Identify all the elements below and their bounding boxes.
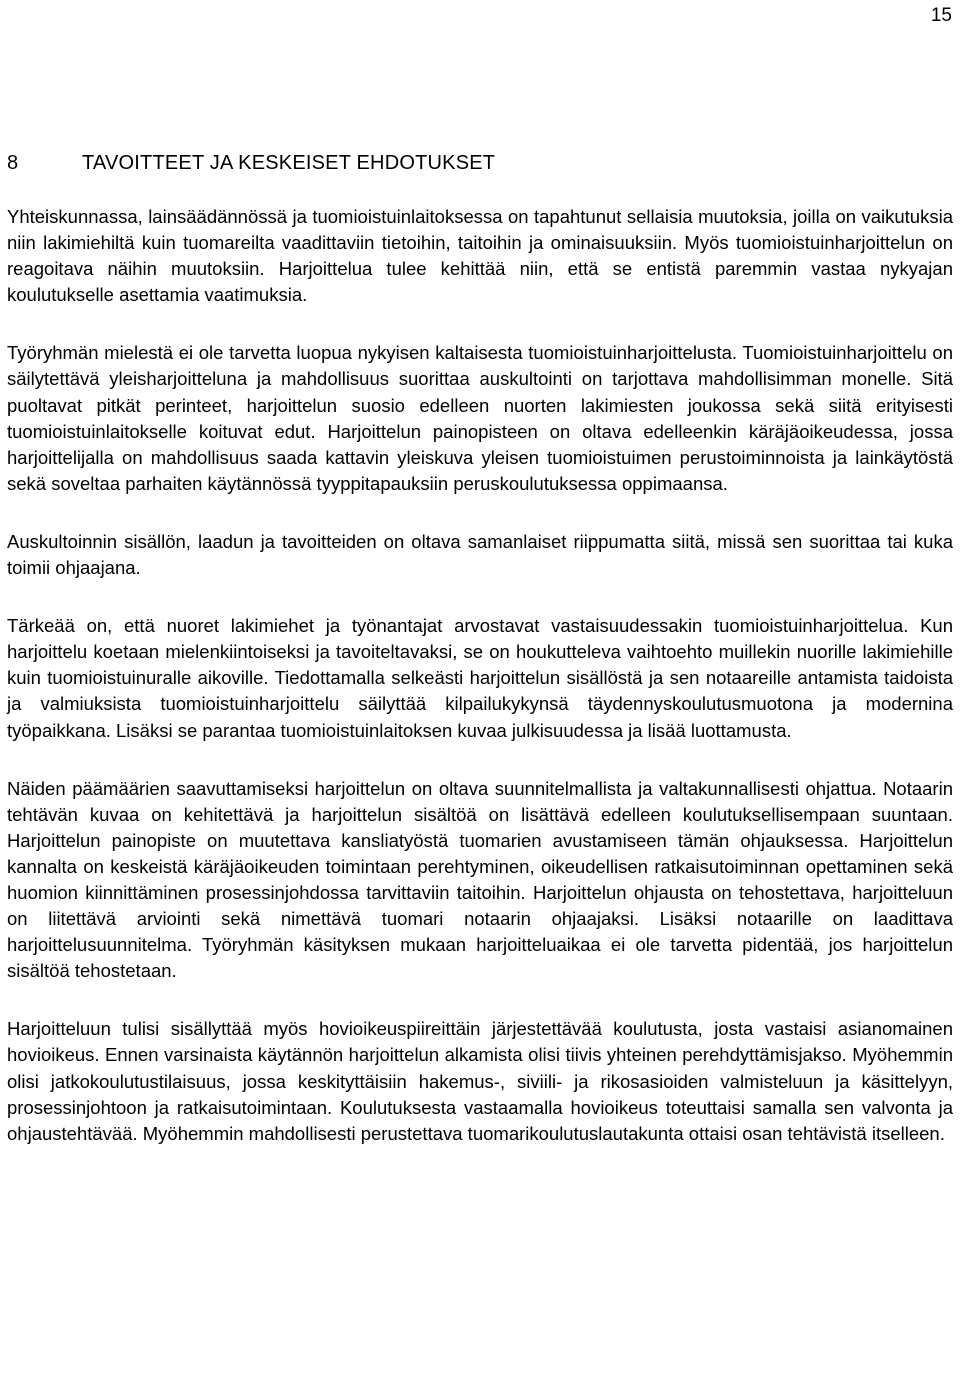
page-number: 15 [930, 5, 952, 26]
section-title: TAVOITTEET JA KESKEISET EHDOTUKSET [82, 152, 496, 174]
paragraph: Tärkeää on, että nuoret lakimiehet ja työnantajat arvostavat vastaisuudessakin tuomioistuinharjoittelua. Kun harjoittelu koetaan mielenkiintoiseksi ja tavoiteltavaksi, se on houkutteleva vaihtoehto muillekin nuorille lakimiehille kuin tuomioistuinuralle aikoville. Tiedottamalla selkeästi harjoittelun sisällöstä ja sen notaareille antamista taidoista ja valmiuksista tuomioistuinharjoittelu säilyttää kilpailukykynsä täydennyskoulutusmuotona ja modernina työpaikkana. Lisäksi se parantaa tuomioistuinlaitoksen kuvaa julkisuudessa ja lisää luottamusta. [7, 615, 953, 741]
paragraph: Yhteiskunnassa, lainsäädännössä ja tuomioistuinlaitoksessa on tapahtunut sellaisia muutoksia, joilla on vaikutuksia niin lakimiehiltä kuin tuomareilta vaadittaviin tietoihin, taitoihin ja ominaisuuksiin. Myös tuomioistuinharjoittelun on reagoitava näihin muutoksiin. Harjoittelua tulee kehittää niin, että se entistä paremmin vastaa nykyajan koulutukselle asettamia vaatimuksia. [7, 206, 953, 306]
paragraph: Työryhmän mielestä ei ole tarvetta luopua nykyisen kaltaisesta tuomioistuinharjoittelusta. Tuomioistuinharjoittelu on säilytettävä yleisharjoitteluna ja mahdollisuus suorittaa auskultointi on tarjottava mahdollisimman monelle. Sitä puoltavat pitkät perinteet, harjoittelun suosio edelleen nuorten lakimiesten joukossa sekä siitä erityisesti tuomioistuinlaitokselle koituvat edut. Harjoittelun painopisteen on oltava edelleenkin käräjäoikeudessa, jossa harjoittelijalla on mahdollisuus saada kattavin yleiskuva yleisen tuomioistuimen perustoiminnoista ja lainkäytöstä sekä soveltaa parhaiten käytännössä tyyppitapauksiin peruskoulutuksessa oppimaansa. [7, 342, 953, 494]
body-text [7, 204, 953, 1179]
paragraph: Auskultoinnin sisällön, laadun ja tavoitteiden on oltava samanlaiset riippumatta siitä, missä sen suorittaa tai kuka toimii ohjaajana. [7, 530, 953, 579]
paragraph: Harjoitteluun tulisi sisällyttää myös hovioikeuspiireittäin järjestettävää koulutusta, josta vastaisi asianomainen hovioikeus. Ennen varsinaista käytännön harjoittelun alkamista olisi tiivis yhteinen perehdyttämisjakso. Myöhemmin olisi jatkokoulutustilaisuus, jossa keskityttäisiin hakemus-, siviili- ja rikosasioiden valmisteluun ja käsittelyyn, prosessinjohtoon ja ratkaisutoimintaan. Koulutuksesta vastaamalla hovioikeus toteuttaisi samalla sen valvonta ja ohjaustehtävää. Myöhemmin mahdollisesti perustettava tuomarikoulutuslautakunta ottaisi osan tehtävistä itselleen. [7, 1018, 953, 1144]
paragraph: Näiden päämäärien saavuttamiseksi harjoittelun on oltava suunnitelmallista ja valtakunnallisesti ohjattua. Notaarin tehtävän kuvaa on kehitettävä ja harjoittelun sisältöä on lisättävä edelleen koulutuksellisempaan suuntaan. Harjoittelun painopiste on muutettava kansliatyöstä tuomarien avustamiseen tämän ohjauksessa. Harjoittelun kannalta on keskeistä käräjäoikeuden toimintaan perehtyminen, oikeudellisen ratkaisutoiminnan opettaminen sekä huomion kiinnittäminen prosessinjohdossa tarvittaviin taitoihin. Harjoittelun ohjausta on tehostettava, harjoitteluun on liitettävä arviointi sekä nimettävä tuomari notaarin ohjaajaksi. Lisäksi notaarille on laadittava harjoittelusuunnitelma. Työryhmän käsityksen mukaan harjoitteluaikaa ei ole tarvetta pidentää, jos harjoittelun sisältöä tehostetaan. [7, 777, 953, 982]
section-heading [7, 149, 495, 177]
section-number: 8 [7, 152, 19, 174]
